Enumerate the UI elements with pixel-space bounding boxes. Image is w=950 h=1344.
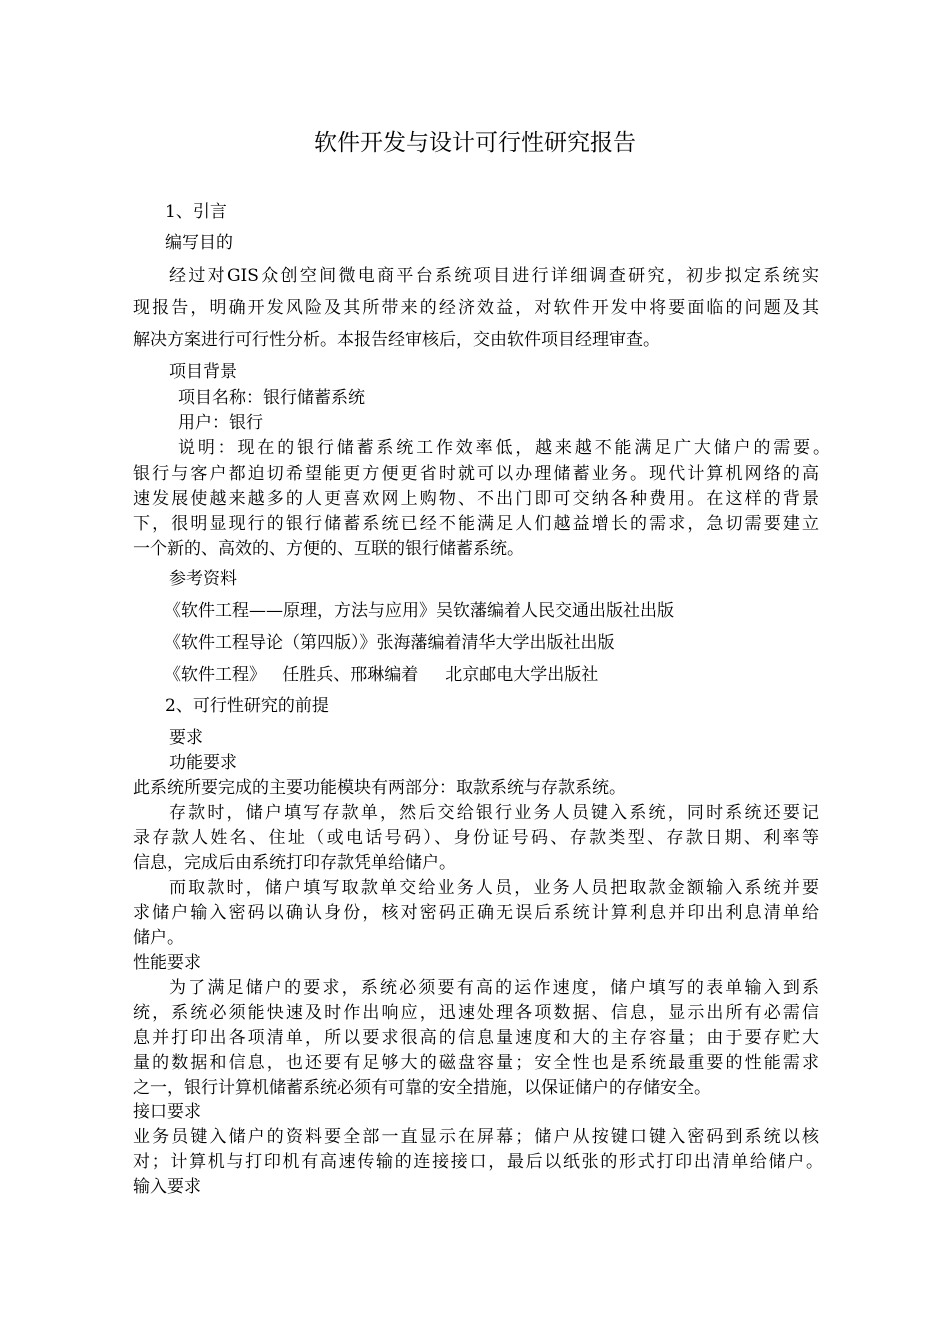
reference-item: 《软件工程——原理，方法与应用》吴钦藩编着人民交通出版社出版 [164,601,674,621]
paragraph-line: 为了满足储户的要求，系统必须要有高的运作速度，储户填写的表单输入到系 [169,978,819,998]
subheading-purpose: 编写目的 [165,233,233,253]
paragraph-line: 业务员键入储户的资料要全部一直显示在屏幕；储户从按键口键入密码到系统以核 [133,1127,819,1147]
paragraph-line: 而取款时，储户填写取款单交给业务人员，业务人员把取款金额输入系统并要 [169,878,819,898]
reference-item: 《软件工程导论（第四版）》张海藩编着清华大学出版社出版 [164,633,615,653]
paragraph-line: 解决方案进行可行性分析。本报告经审核后，交由软件项目经理审查。 [133,330,660,350]
paragraph-line: 一个新的、高效的、方便的、互联的银行储蓄系统。 [133,539,524,559]
subheading-background: 项目背景 [169,362,237,382]
paragraph-line: 说明：现在的银行储蓄系统工作效率低，越来越不能满足广大储户的需要。 [178,438,830,458]
paragraph-line: 息并打印出各项清单，所以要求很高的信息量速度和大的主存容量；由于要存贮大 [133,1028,819,1048]
project-name-line: 项目名称：银行储蓄系统 [178,388,365,408]
paragraph-line: 录存款人姓名、住址（或电话号码）、身份证号码、存款类型、存款日期、利率等 [133,828,819,848]
paragraph-line: 量的数据和信息，也还要有足够大的磁盘容量；安全性也是系统最重要的性能需求 [133,1053,819,1073]
subheading-requirements: 要求 [169,728,203,748]
reference-item: 《软件工程》 任胜兵、邢琳编着 北京邮电大学出版社 [164,665,599,685]
page-title: 软件开发与设计可行性研究报告 [314,130,636,156]
project-user-line: 用户：银行 [178,413,263,433]
paragraph-line: 信息，完成后由系统打印存款凭单给储户。 [133,853,456,873]
subheading-references: 参考资料 [169,569,237,589]
paragraph-line: 对；计算机与打印机有高速传输的连接接口，最后以纸张的形式打印出清单给储户。 [133,1152,823,1172]
section-heading-intro: 1、引言 [165,202,227,222]
paragraph-line: 之一，银行计算机储蓄系统必须有可靠的安全措施，以保证储户的存储安全。 [133,1078,711,1098]
subheading-performance: 性能要求 [133,953,201,973]
paragraph-line: 速发展使越来越多的人更喜欢网上购物、不出门即可交纳各种费用。在这样的背景 [133,489,819,509]
section-heading-premise: 2、可行性研究的前提 [165,696,329,716]
paragraph-line: 存款时，储户填写存款单，然后交给银行业务人员键入系统，同时系统还要记 [169,803,819,823]
subheading-functional: 功能要求 [169,753,237,773]
paragraph-line: 下，很明显现行的银行储蓄系统已经不能满足人们越益增长的需求，急切需要建立 [133,514,819,534]
paragraph-line: 经过对GIS众创空间微电商平台系统项目进行详细调查研究，初步拟定系统实 [169,266,819,286]
paragraph-line: 储户。 [133,928,184,948]
paragraph-line: 求储户输入密码以确认身份，核对密码正确无误后系统计算利息并印出利息清单给 [133,903,819,923]
paragraph-line: 银行与客户都迫切希望能更方便更省时就可以办理储蓄业务。现代计算机网络的高 [133,464,819,484]
subheading-input: 输入要求 [133,1177,201,1197]
paragraph-line: 此系统所要完成的主要功能模块有两部分：取款系统与存款系统。 [133,778,626,798]
paragraph-line: 现报告，明确开发风险及其所带来的经济效益，对软件开发中将要面临的问题及其 [133,298,819,318]
subheading-interface: 接口要求 [133,1102,201,1122]
paragraph-line: 统，系统必须能快速及时作出响应，迅速处理各项数据、信息，显示出所有必需信 [133,1003,819,1023]
